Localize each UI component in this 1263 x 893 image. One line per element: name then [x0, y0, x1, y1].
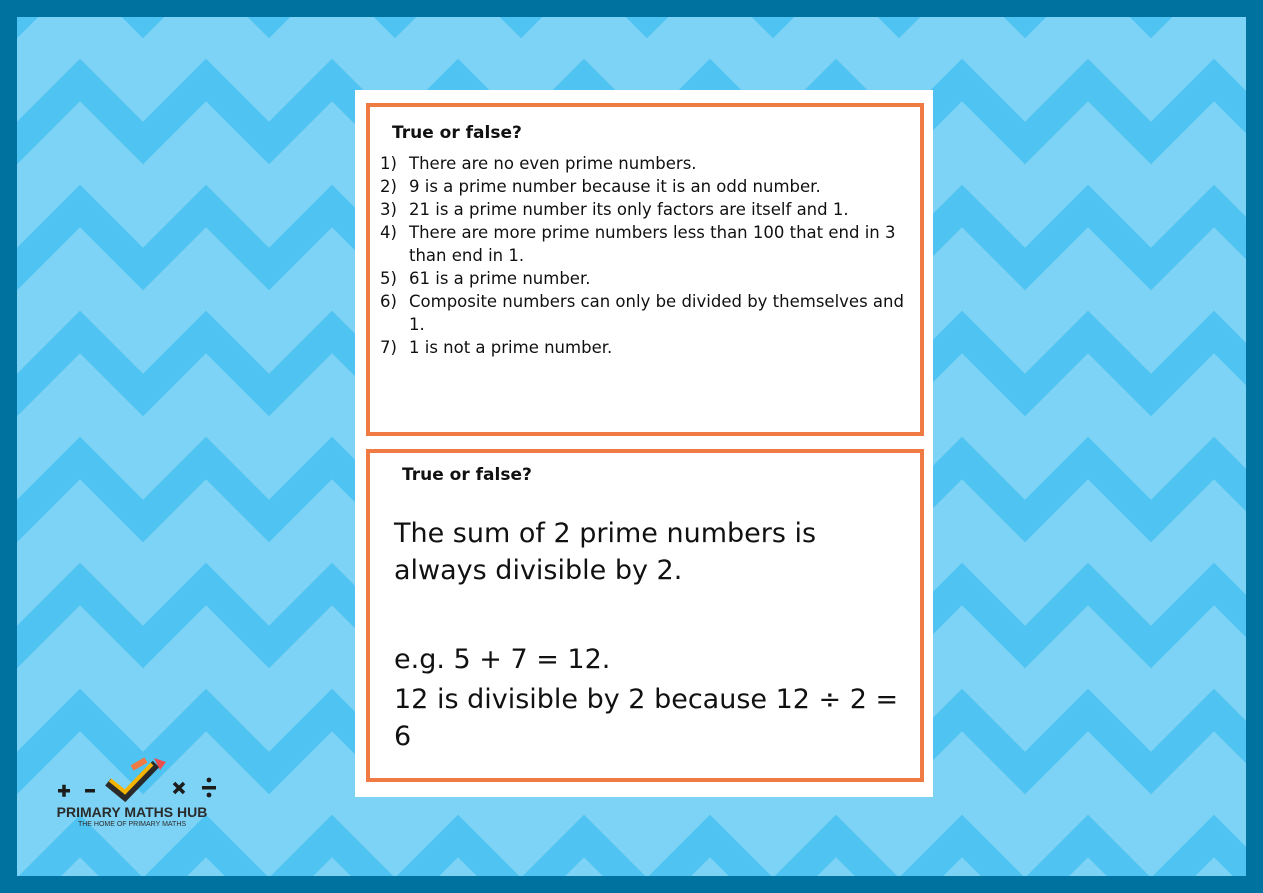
question-number: 4) — [380, 223, 397, 242]
question-number: 7) — [380, 338, 397, 357]
question-text: 1 is not a prime number. — [409, 338, 613, 357]
question-text: There are more prime numbers less than 100 that end in 3 than end in 1. — [409, 223, 896, 265]
example-text: e.g. 5 + 7 = 12. — [394, 644, 611, 675]
explanation-text: 12 is divisible by 2 because 12 ÷ 2 = 6 — [394, 684, 899, 752]
logo-name: PRIMARY MATHS HUB — [56, 804, 208, 820]
logo-tagline: THE HOME OF PRIMARY MATHS — [77, 821, 187, 828]
list-item — [380, 198, 915, 221]
question-text: 9 is a prime number because it is an odd number. — [409, 177, 821, 196]
maths-symbols-icon — [48, 752, 223, 804]
list-item — [380, 290, 915, 336]
question-text: There are no even prime numbers. — [409, 154, 697, 173]
question-number: 2) — [380, 177, 397, 196]
card-title: True or false? — [402, 465, 532, 485]
question-number: 3) — [380, 200, 397, 219]
list-item — [380, 175, 915, 198]
question-number: 6) — [380, 292, 397, 311]
question-text: Composite numbers can only be divided by themselves and 1. — [409, 292, 904, 334]
question-number: 1) — [380, 154, 397, 173]
question-text: 61 is a prime number. — [409, 269, 591, 288]
brand-logo — [40, 752, 230, 832]
question-card-2 — [366, 449, 924, 782]
list-item — [380, 221, 915, 267]
question-text: 21 is a prime number its only factors are itself and 1. — [409, 200, 849, 219]
question-number: 5) — [380, 269, 397, 288]
statement-text: The sum of 2 prime numbers is always divisible by 2. — [394, 518, 817, 586]
card-title: True or false? — [392, 123, 522, 143]
question-list — [380, 152, 915, 359]
question-card-1 — [366, 103, 924, 436]
list-item — [380, 336, 915, 359]
list-item — [380, 152, 915, 175]
list-item — [380, 267, 915, 290]
